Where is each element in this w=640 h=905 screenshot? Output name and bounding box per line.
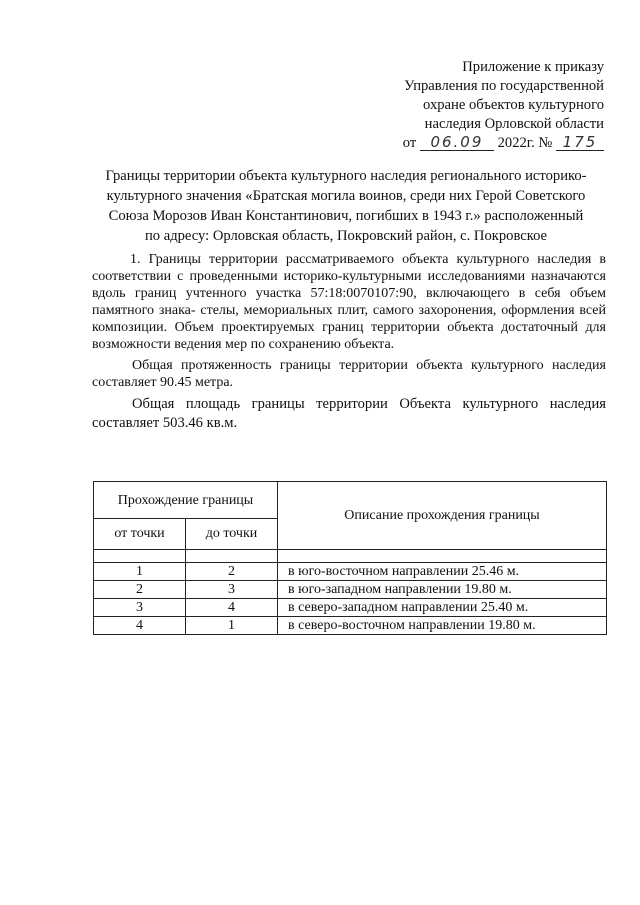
row-to: 1 — [186, 617, 278, 635]
header-description: Описание прохождения границы — [278, 482, 607, 550]
row-from: 4 — [94, 617, 186, 635]
appendix-line-4: наследия Орловской области — [424, 116, 604, 132]
appendix-header — [344, 58, 604, 153]
row-description: в юго-восточном направлении 25.46 м. — [278, 563, 607, 581]
row-from: 1 — [94, 563, 186, 581]
appendix-line-1: Приложение к приказу — [462, 59, 604, 75]
table-row — [94, 617, 607, 635]
year-label: 2022г. № — [497, 135, 553, 151]
paragraph-boundaries: 1. Границы территории рассматриваемого объекта культурного наследия в соответствии с проведенными историко-культурными исследованиями назначаются вдоль границ учтенного участка 57:18:0070107:90, включающего в себя объем памятного знака- стелы, мемориальных плит, самого захоронения, оформления всей композиции. Объем проектируемых границ территории объекта достаточный для возможности ведения мер по сохранению объекта. — [92, 252, 606, 352]
paragraph-length: Общая протяженность границы территории объекта культурного наследия составляет 90.45 метра. — [92, 358, 606, 390]
handwritten-number: 175 — [556, 135, 604, 151]
header-boundary-passage: Прохождение границы — [94, 482, 278, 519]
row-to: 4 — [186, 599, 278, 617]
row-description: в северо-западном направлении 25.40 м. — [278, 599, 607, 617]
appendix-date-line — [344, 134, 604, 153]
document-body — [92, 251, 606, 437]
title-line-3: Союза Морозов Иван Константинович, погибших в 1943 г.» расположенный — [108, 208, 584, 224]
header-to-point: до точки — [186, 519, 278, 550]
header-from-point: от точки — [94, 519, 186, 550]
appendix-line-3: охране объектов культурного — [423, 97, 604, 113]
boundary-table — [93, 481, 607, 635]
title-line-4: по адресу: Орловская область, Покровский район, с. Покровское — [144, 228, 548, 244]
row-to: 3 — [186, 581, 278, 599]
table-row — [94, 599, 607, 617]
table-spacer-row — [94, 550, 607, 563]
row-from: 3 — [94, 599, 186, 617]
paragraph-area: Общая площадь границы территории Объекта культурного наследия составляет 503.46 кв.м. — [92, 396, 606, 431]
table-row — [94, 581, 607, 599]
document-title — [86, 166, 606, 246]
row-to: 2 — [186, 563, 278, 581]
title-line-1: Границы территории объекта культурного наследия регионального историко- — [105, 168, 587, 184]
handwritten-date: 06.09 — [420, 135, 494, 151]
row-description: в северо-восточном направлении 19.80 м. — [278, 617, 607, 635]
from-label: от — [402, 135, 417, 151]
appendix-line-2: Управления по государственной — [404, 78, 604, 94]
row-description: в юго-западном направлении 19.80 м. — [278, 581, 607, 599]
row-from: 2 — [94, 581, 186, 599]
table-row — [94, 563, 607, 581]
title-line-2: культурного значения «Братская могила воинов, среди них Герой Советского — [106, 188, 586, 204]
